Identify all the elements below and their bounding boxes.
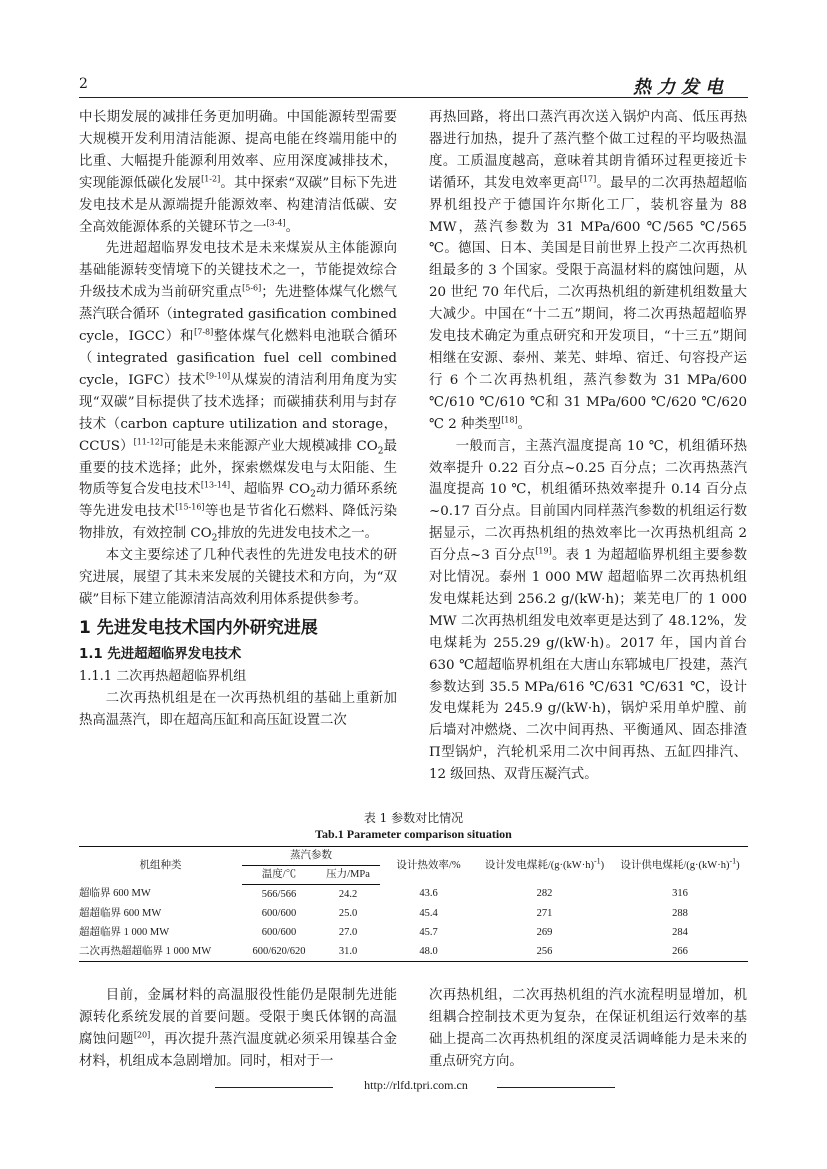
right-paragraph-2: 一般而言，主蒸汽温度提高 10 ℃，机组循环热效率提升 0.22 百分点~0.25 百分点；二次再热蒸汽温度提高 10 ℃，机组循环热效率提升 0.14 百分点~0.17 百分点。目前国内同样蒸汽参数的机组运行数据显示，二次再热机组的热效率比一次再热机组高 2 百分点~3 百分点[19]。表 1 为超超临界机组主要参数对比情况。泰州 1 000 MW 超超临界二次再热机组发电煤耗达到 256.2 g/(kW·h)；莱芜电厂的 1 000 MW 二次再热机组发电效率更是达到了 48.12%，发电煤耗为 255.29 g/(kW·h)。2017 年，国内首台 630 ℃超超临界机组在大唐山东郓城电厂投建，蒸汽参数达到 35.5 MPa/616 ℃/631 ℃/631 ℃，设计发电煤耗为 245.9 g/(kW·h)，锅炉采用单炉膛、前后墙对冲燃烧、二次中间再热、平衡通风、固态排渣Π型锅炉，汽轮机采用二次中间再热、五缸四排汽、12 级回热、双背压凝汽式。 [429, 438, 747, 783]
citation[interactable]: [1-2] [201, 174, 221, 184]
header-temperature: 温度/℃ [242, 866, 316, 885]
footer-rule-right [497, 1087, 615, 1088]
header-unit-type: 机组种类 [79, 847, 242, 885]
header-steam-params: 蒸汽参数 [242, 847, 380, 866]
citation[interactable]: [20] [133, 1030, 151, 1040]
citation[interactable]: [5-6] [242, 283, 262, 293]
section-heading: 1 先进发电技术国内外研究进展 [79, 617, 318, 638]
citation[interactable]: [15-16] [175, 502, 205, 512]
header-supply-coal: 设计供电煤耗$/(g\cdot(kW\cdot h)^{-1})$ [612, 847, 748, 885]
parameter-table [79, 846, 748, 962]
footer-url[interactable]: http://rlfd.tpri.com.cn [364, 1078, 468, 1092]
left-column [79, 107, 397, 732]
citation[interactable]: [7-8] [194, 327, 214, 337]
citation[interactable]: [17] [579, 174, 597, 184]
table-caption-en: Tab.1 Parameter comparison situation [315, 827, 512, 841]
citation[interactable]: [3-4] [266, 218, 286, 228]
right-column [429, 107, 747, 786]
bottom-right-text [429, 985, 747, 1073]
right-paragraph-1: 再热回路，将出口蒸汽再次送入锅炉内高、低压再热器进行加热，提升了蒸汽整个做工过程的平均吸热温度。工质温度越高，意味着其朗肯循环过程更接近卡诺循环，其发电效率更高[17]。最早的二次再热超超临界机组投产于德国许尔斯化工厂，装机容量为 88 MW，蒸汽参数为 31 MPa/600 ℃/565 ℃/565 ℃。德国、日本、美国是目前世界上投产二次再热机组最多的 3 个国家。受限于高温材料的腐蚀问题，从 20 世纪 70 年代后，二次再热机组的新建机组数量大大减少。中国在“十二五”期间，将二次再热超超临界发电技术确定为重点研究和开发项目，“十三五”期间相继在安源、泰州、莱芜、蚌埠、宿迁、句容投产运行 6 个二次再热机组，蒸汽参数为 31 MPa/600 ℃/610 ℃/610 ℃和 31 MPa/600 ℃/620 ℃/620 ℃ 2 种类型[18]。 [429, 110, 748, 432]
header-rule [79, 97, 748, 98]
left-paragraph-3: 本文主要综述了几种代表性的先进发电技术的研究进展，展望了其未来发展的关键技术和方向，为“双碳”目标下建立能源清洁高效利用体系提供参考。 [79, 548, 397, 607]
table-row: 超超临界 1 000 MW 600/600 27.0 45.7 269 284 [79, 926, 688, 938]
table-caption-cn: 表 1 参数对比情况 [363, 811, 464, 825]
left-paragraph-1: 中长期发展的减排任务更加明确。中国能源转型需要大规模开发利用清洁能源、提高电能在终端用能中的比重、大幅提升能源利用效率、应用深度减排技术，实现能源低碳化发展[1-2]。其中探索“双碳”目标下先进发电技术是从源端提升能源效率、构建清洁低碳、安全高效能源体系的关键环节之一[3-4]。 [79, 110, 397, 235]
citation[interactable]: [18] [501, 415, 518, 425]
citation[interactable]: [13-14] [200, 480, 231, 490]
bottom-right-paragraph: 次再热机组，二次再热机组的汽水流程明显增加，机组耦合控制技术更为复杂，在保证机组运行效率的基础上提高二次再热机组的深度灵活调峰能力是未来的重点研究方向。 [429, 988, 747, 1069]
header-pressure: 压力/MPa [316, 866, 380, 885]
citation[interactable]: [9-10] [205, 371, 231, 381]
journal-title: 热力发电 [633, 77, 729, 98]
table-row: 超临界 600 MW 566/566 24.2 43.6 282 316 [79, 888, 688, 900]
citation[interactable]: [11-12] [133, 437, 163, 447]
page-number: 2 [79, 76, 88, 92]
header-efficiency: 设计热效率/% [380, 847, 477, 885]
footer-rule-left [215, 1087, 333, 1088]
citation[interactable]: [19] [535, 546, 552, 556]
table-row: 二次再热超超临界 1 000 MW 600/620/620 31.0 48.0 256 266 [79, 942, 748, 962]
bottom-left-paragraph: 目前，金属材料的高温服役性能仍是限制先进能源转化系统发展的首要问题。受限于奥氏体钢的高温腐蚀问题[20]，再次提升蒸汽温度就必须采用镍基合金材料，机组成本急剧增加。同时，相对于一 [79, 988, 398, 1069]
subsection-heading: 1.1 先进超超临界发电技术 [79, 646, 242, 662]
subsubsection-heading: 1.1.1 二次再热超超临界机组 [79, 668, 247, 684]
header-power-coal: 设计发电煤耗$/(g\cdot(kW\cdot h)^{-1})$ [477, 847, 612, 885]
left-paragraph-4: 二次再热机组是在一次再热机组的基础上重新加热高温蒸汽，即在超高压缸和高压缸设置二次 [79, 690, 397, 728]
table-row: 超超临界 600 MW 600/600 25.0 45.4 271 288 [79, 907, 688, 919]
left-paragraph-2: 先进超超临界发电技术是未来煤炭从主体能源向基础能源转变情境下的关键技术之一，节能提效综合升级技术成为当前研究重点[5-6]；先进整体煤气化燃气蒸汽联合循环（integrated gasification combined cycle，IGCC）和[7-8]整体煤气化燃料电池联合循环（integrated gasification fuel cell combined cycle，IGFC）技术[9-10]从煤炭的清洁利用角度为实现“双碳”目标提供了技术选择；而碳捕获利用与封存技术（carbon capture utilization and storage，CCUS）[11-12]可能是未来能源产业大规模减排 $CO_2$最重要的技术选择；此外，探索燃煤发电与太阳能、生物质等复合发电技术[13-14]、超临界 $CO_2$动力循环系统等先进发电技术[15-16]等也是节省化石燃料、降低污染物排放，有效控制 $CO_2$排放的先进发电技术之一。 [79, 241, 398, 544]
bottom-left-text [79, 985, 397, 1073]
